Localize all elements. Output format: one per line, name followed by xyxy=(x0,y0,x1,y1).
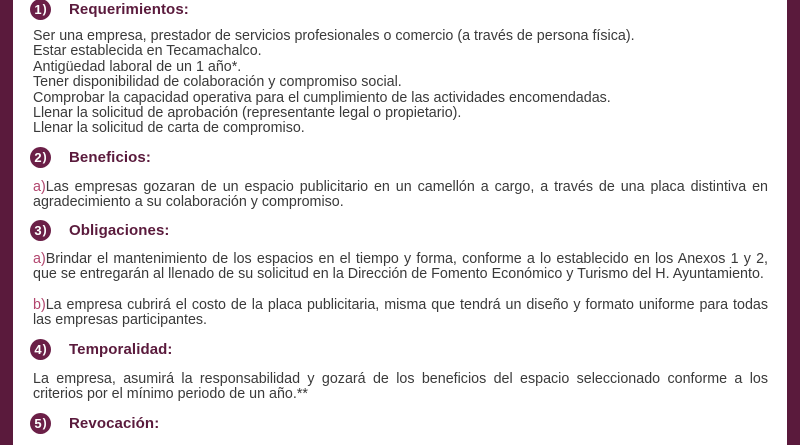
requirement-item: Ser una empresa, prestador de servicios profesionales o comercio (a través de persona física). xyxy=(33,28,635,44)
requerimientos-list xyxy=(33,29,768,137)
section-number-badge: 1 ) xyxy=(30,0,51,20)
section-obligaciones-heading xyxy=(30,219,170,241)
document-page xyxy=(13,0,787,445)
item-letter: a) xyxy=(33,179,46,195)
section-number-badge: 3 ) xyxy=(30,220,51,241)
obligaciones-item-a xyxy=(33,252,768,283)
section-title: Temporalidad: xyxy=(69,340,173,358)
section-number-badge: 2 ) xyxy=(30,147,51,168)
section-title: Requerimientos: xyxy=(69,0,189,18)
requirement-item: Antigüedad laboral de un 1 año*. xyxy=(33,58,242,75)
requirement-item: Llenar la solicitud de aprobación (representante legal o propietario). xyxy=(33,105,462,122)
requirement-item: Estar establecida en Tecamachalco. xyxy=(33,43,262,60)
section-number-badge: 5 ) xyxy=(30,413,51,434)
temporalidad-paragraph: La empresa, asumirá la responsabilidad y gozará de los beneficios del espacio seleccionado conforme a los criterios por el mínimo periodo de un año.** xyxy=(33,371,768,403)
obligaciones-item-b xyxy=(33,298,768,329)
beneficios-item-a xyxy=(33,180,768,211)
item-text: La empresa cubrirá el costo de la placa publicitaria, misma que tendrá un diseño y formato uniforme para todas las empresas participantes. xyxy=(33,297,768,329)
section-title: Revocación: xyxy=(69,414,160,432)
item-letter: b) xyxy=(33,297,46,313)
section-title: Beneficios: xyxy=(69,148,151,166)
requirement-item: Comprobar la capacidad operativa para el cumplimiento de las actividades encomendadas. xyxy=(33,89,611,106)
requirement-item: Llenar la solicitud de carta de compromiso. xyxy=(33,120,305,137)
section-revocacion-heading xyxy=(30,412,159,434)
section-requerimientos-heading xyxy=(30,0,189,20)
item-letter: a) xyxy=(33,251,46,267)
section-title: Obligaciones: xyxy=(69,221,170,239)
section-beneficios-heading xyxy=(30,146,151,168)
requirement-item: Tener disponibilidad de colaboración y compromiso social. xyxy=(33,74,402,91)
section-temporalidad-heading xyxy=(30,338,173,360)
item-text: Brindar el mantenimiento de los espacios en el tiempo y forma, conforme a lo establecido en los Anexos 1 y 2, que se entregarán al llenado de su solicitud en la Dirección de Fomento Económico y Turismo del H. Ayuntamiento. xyxy=(33,251,768,283)
item-text: Las empresas gozaran de un espacio publicitario en un camellón a cargo, a través de una placa distintiva en agradecimiento a su colaboración y compromiso. xyxy=(33,179,768,211)
section-number-badge: 4 ) xyxy=(30,339,51,360)
